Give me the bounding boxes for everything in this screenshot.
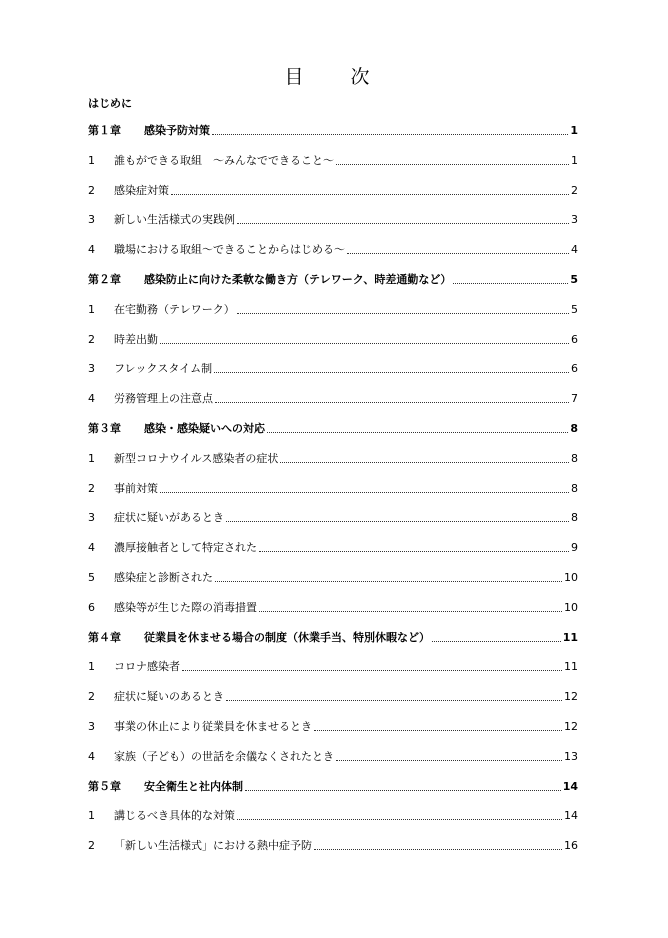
entry-title: 濃厚接触者として特定された	[114, 541, 257, 555]
toc-section-entry[interactable]	[88, 688, 578, 704]
entry-number: 2	[88, 183, 95, 197]
entry-title: 労務管理上の注意点	[114, 392, 213, 406]
entry-number: 4	[88, 749, 95, 763]
entry-title: 家族（子ども）の世話を余儀なくされたとき	[114, 749, 334, 763]
entry-title: 感染症と診断された	[114, 571, 213, 584]
toc-section-entry[interactable]	[88, 480, 578, 496]
toc-section-entry[interactable]	[88, 837, 578, 853]
entry-number: 第２章	[88, 273, 121, 286]
entry-page-number: 9	[571, 541, 578, 555]
entry-page-number: 4	[571, 243, 578, 257]
dot-leader	[171, 194, 569, 195]
entry-title: 感染予防対策	[144, 124, 210, 137]
entry-title: 事前対策	[114, 481, 158, 495]
dot-leader	[267, 432, 568, 433]
entry-title: 講じるべき具体的な対策	[114, 809, 235, 823]
toc-section-entry[interactable]	[88, 450, 578, 466]
entry-number: 5	[88, 571, 95, 584]
toc-section-entry[interactable]	[88, 509, 578, 525]
toc-section-entry[interactable]	[88, 301, 578, 317]
entry-page-number: 2	[571, 183, 578, 197]
entry-title: コロナ感染者	[114, 660, 180, 674]
dot-leader	[160, 343, 569, 344]
toc-section-entry[interactable]	[88, 599, 578, 615]
entry-title: 職場における取組～できることからはじめる～	[114, 243, 345, 257]
entry-number: 第４章	[88, 630, 121, 644]
dot-leader	[182, 670, 562, 671]
toc-section-entry[interactable]	[88, 182, 578, 198]
dot-leader	[212, 134, 568, 135]
dot-leader	[237, 223, 569, 224]
dot-leader	[259, 611, 562, 612]
toc-section-entry[interactable]	[88, 152, 578, 168]
intro-heading: はじめに	[88, 97, 132, 110]
toc-section-entry[interactable]	[88, 718, 578, 734]
entry-number: 2	[88, 839, 95, 853]
entry-title: 事業の休止により従業員を休ませるとき	[114, 720, 312, 733]
dot-leader	[226, 521, 569, 522]
entry-page-number: 14	[564, 809, 578, 823]
entry-page-number: 10	[564, 571, 578, 584]
entry-page-number: 12	[564, 720, 578, 733]
toc-section-entry[interactable]	[88, 390, 578, 406]
entry-number: 第３章	[88, 422, 121, 435]
entry-number: 1	[88, 809, 95, 823]
dot-leader	[215, 581, 562, 582]
dot-leader	[314, 849, 562, 850]
dot-leader	[245, 790, 561, 791]
entry-page-number: 7	[571, 392, 578, 406]
entry-number: 4	[88, 243, 95, 257]
entry-number: 1	[88, 302, 95, 316]
toc-chapter-entry[interactable]	[88, 271, 578, 287]
entry-title: 在宅勤務（テレワーク）	[114, 302, 235, 316]
toc-section-entry[interactable]	[88, 211, 578, 227]
entry-title: 「新しい生活様式」における熱中症予防	[114, 839, 312, 853]
entry-title: 安全衛生と社内体制	[144, 779, 243, 793]
toc-chapter-entry[interactable]	[88, 629, 578, 645]
dot-leader	[215, 402, 569, 403]
entry-number: 第１章	[88, 124, 121, 137]
toc-section-entry[interactable]	[88, 331, 578, 347]
entry-page-number: 5	[571, 302, 578, 316]
entry-number: 2	[88, 690, 95, 704]
toc-chapter-entry[interactable]	[88, 420, 578, 436]
dot-leader	[314, 730, 562, 731]
dot-leader	[160, 492, 569, 493]
dot-leader	[453, 283, 568, 284]
entry-number: 4	[88, 392, 95, 406]
entry-page-number: 10	[564, 600, 578, 614]
entry-number: 4	[88, 541, 95, 555]
entry-page-number: 12	[564, 690, 578, 704]
entry-title: 症状に疑いがあるとき	[114, 511, 224, 525]
toc-section-entry[interactable]	[88, 658, 578, 674]
entry-number: 6	[88, 600, 95, 614]
entry-page-number: 8	[570, 422, 578, 435]
entry-page-number: 11	[562, 630, 578, 644]
page-title: 目 次	[284, 66, 384, 88]
entry-title: 時差出勤	[114, 332, 158, 346]
entry-title: 新型コロナウイルス感染者の症状	[114, 451, 279, 465]
entry-page-number: 8	[571, 481, 578, 495]
entry-title: 感染・感染疑いへの対応	[144, 422, 265, 435]
entry-title: 症状に疑いのあるとき	[114, 690, 224, 704]
entry-page-number: 13	[564, 749, 578, 763]
entry-number: 3	[88, 213, 95, 227]
toc-section-entry[interactable]	[88, 569, 578, 585]
dot-leader	[432, 641, 561, 642]
entry-title: 従業員を休ませる場合の制度（休業手当、特別休暇など）	[144, 630, 430, 644]
entry-page-number: 11	[564, 660, 578, 674]
entry-page-number: 5	[570, 273, 578, 286]
entry-number: 2	[88, 332, 95, 346]
entry-page-number: 8	[571, 511, 578, 525]
entry-number: 1	[88, 451, 95, 465]
entry-page-number: 6	[571, 332, 578, 346]
entry-page-number: 6	[571, 362, 578, 376]
toc-section-entry[interactable]	[88, 748, 578, 764]
dot-leader	[237, 313, 569, 314]
dot-leader	[347, 253, 569, 254]
entry-page-number: 8	[571, 451, 578, 465]
dot-leader	[259, 551, 569, 552]
entry-number: 3	[88, 362, 95, 376]
toc-chapter-entry[interactable]	[88, 778, 578, 794]
dot-leader	[280, 462, 569, 463]
entry-page-number: 3	[571, 213, 578, 227]
entry-number: 3	[88, 720, 95, 733]
entry-title: フレックスタイム制	[114, 362, 213, 376]
toc-section-entry[interactable]	[88, 807, 578, 823]
dot-leader	[237, 819, 562, 820]
toc-chapter-entry[interactable]	[88, 122, 578, 138]
entry-number: 第５章	[88, 779, 121, 793]
entry-number: 1	[88, 153, 95, 167]
dot-leader	[336, 164, 569, 165]
dot-leader	[214, 372, 569, 373]
entry-page-number: 14	[562, 779, 578, 793]
entry-title: 感染症対策	[114, 183, 169, 197]
toc-section-entry[interactable]	[88, 360, 578, 376]
entry-title: 誰もができる取組 ～みんなでできること～	[114, 153, 334, 167]
dot-leader	[226, 700, 562, 701]
entry-number: 1	[88, 660, 95, 674]
entry-title: 新しい生活様式の実践例	[114, 213, 235, 227]
toc-section-entry[interactable]	[88, 241, 578, 257]
entry-page-number: 1	[570, 124, 578, 137]
entry-title: 感染防止に向けた柔軟な働き方（テレワーク、時差通勤など）	[144, 273, 452, 286]
entry-page-number: 1	[571, 153, 578, 167]
entry-title: 感染等が生じた際の消毒措置	[114, 600, 257, 614]
dot-leader	[336, 760, 562, 761]
entry-number: 2	[88, 481, 95, 495]
entry-number: 3	[88, 511, 95, 525]
entry-page-number: 16	[564, 839, 578, 853]
toc-section-entry[interactable]	[88, 539, 578, 555]
